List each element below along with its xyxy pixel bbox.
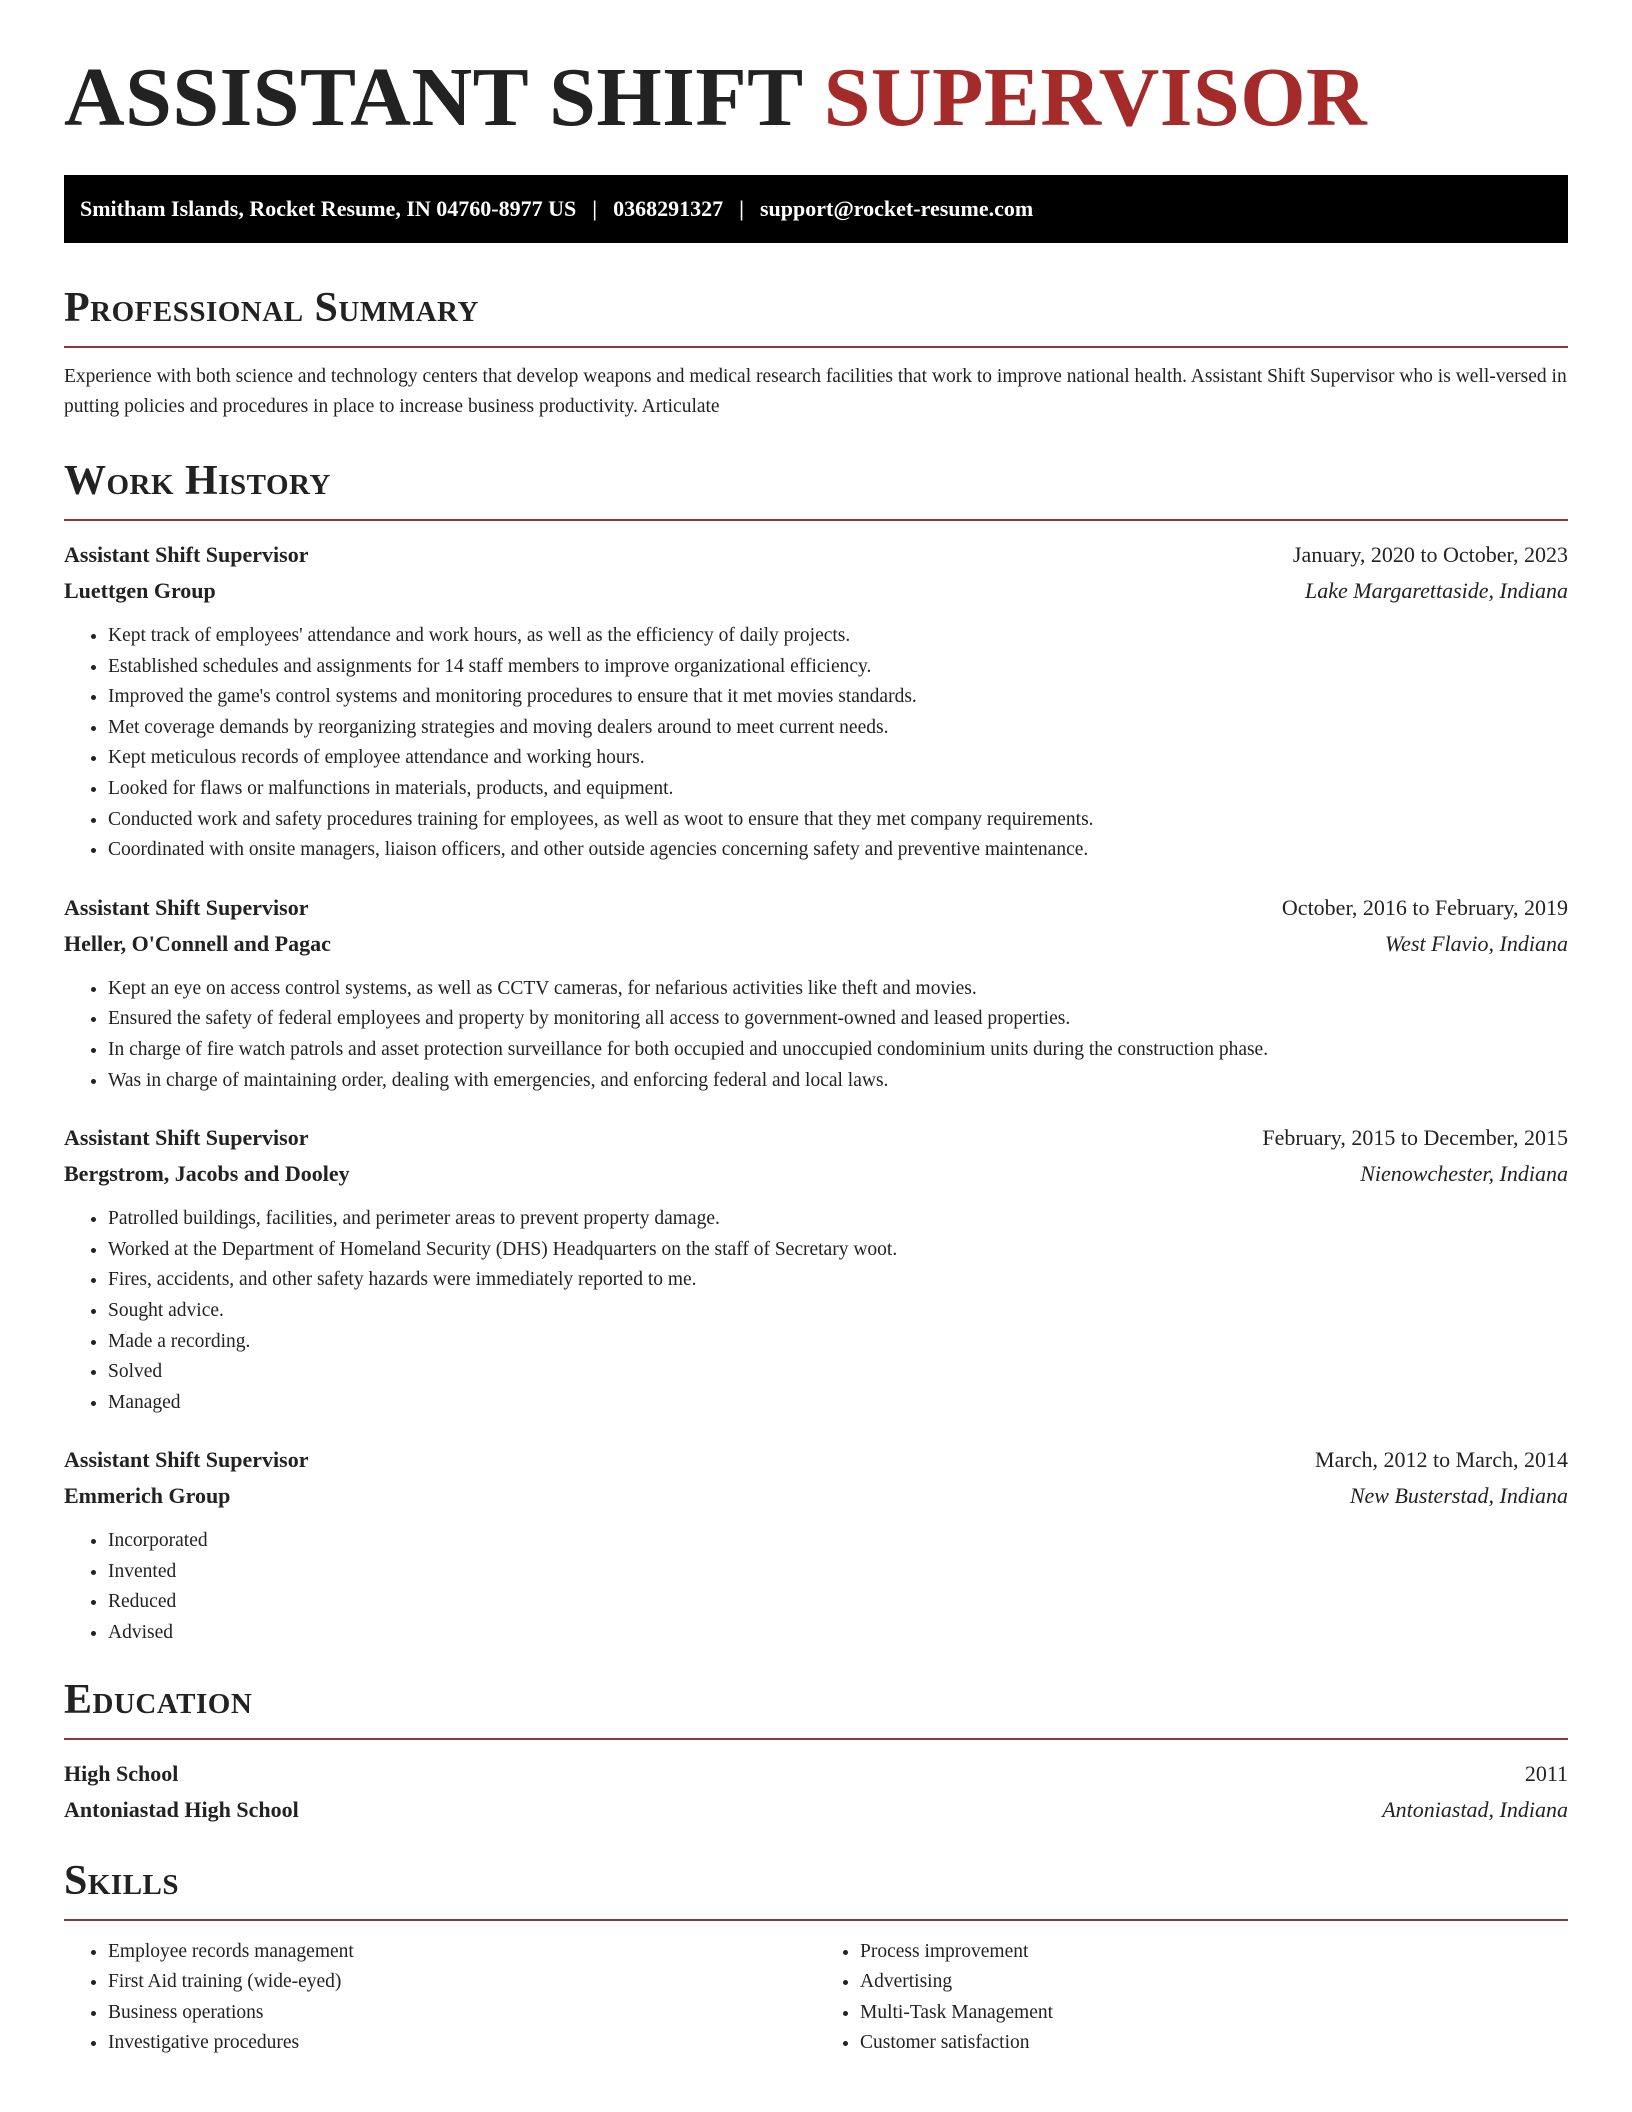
job-title: Assistant Shift Supervisor — [64, 1125, 309, 1151]
section-title-work-history: Work History — [64, 458, 331, 504]
job-entry — [64, 1120, 1568, 1418]
resume-title — [64, 0, 1568, 144]
list-item: • Sought advice. — [108, 1296, 1568, 1327]
education-entry — [64, 1756, 1568, 1828]
job-dates: February, 2015 to December, 2015 — [1262, 1125, 1568, 1151]
work-history-section — [64, 460, 1568, 1649]
list-item: • Improved the game's control systems and monitoring procedures to ensure that it met movies standards. — [108, 682, 1568, 713]
list-item: • In charge of fire watch patrols and asset protection surveillance for both occupied and unoccupied condominium units during the construction phase. — [108, 1035, 1568, 1066]
job-entry — [64, 890, 1568, 1096]
list-item: • Kept track of employees' attendance and work hours, as well as the efficiency of daily projects. — [108, 621, 1568, 652]
title-main: ASSISTANT SHIFT — [64, 51, 803, 144]
section-title-skills: Skills — [64, 1857, 180, 1904]
list-item: • Looked for flaws or malfunctions in materials, products, and equipment. — [108, 774, 1568, 805]
list-item: • Solved — [108, 1357, 1568, 1388]
list-item: • Multi-Task Management — [860, 1998, 1568, 2029]
job-title: Assistant Shift Supervisor — [64, 542, 309, 567]
job-company: Luettgen Group — [64, 578, 216, 603]
list-item: • Kept meticulous records of employee attendance and working hours. — [108, 743, 1568, 774]
list-item: • Business operations — [108, 1998, 816, 2029]
title-accent: SUPERVISOR — [823, 51, 1368, 144]
skills-column-right — [816, 1937, 1568, 2059]
list-item: • Incorporated — [108, 1526, 1568, 1557]
job-company: Emmerich Group — [64, 1483, 231, 1509]
list-item: • Investigative procedures — [108, 2028, 816, 2059]
job-bullets — [64, 974, 1568, 1096]
list-item: • Advertising — [860, 1967, 1568, 1998]
job-dates: March, 2012 to March, 2014 — [1315, 1447, 1568, 1473]
job-bullets — [64, 621, 1568, 866]
contact-email[interactable]: support@rocket-resume.com — [759, 196, 1034, 221]
list-item: • Made a recording. — [108, 1327, 1568, 1358]
job-company: Bergstrom, Jacobs and Dooley — [64, 1161, 350, 1187]
list-item: • Kept an eye on access control systems, as well as CCTV cameras, for nefarious activities like theft and movies. — [108, 974, 1568, 1005]
list-item: • Ensured the safety of federal employees and property by monitoring all access to government-owned and leased properties. — [108, 1004, 1568, 1035]
contact-bar — [64, 175, 1568, 243]
job-location: Nienowchester, Indiana — [1360, 1161, 1568, 1187]
list-item: • Employee records management — [108, 1937, 816, 1968]
list-item: • Invented — [108, 1557, 1568, 1588]
section-divider — [64, 346, 1568, 348]
skills-list — [64, 1937, 1568, 2059]
skills-column-left — [64, 1937, 816, 2059]
contact-separator: | — [739, 196, 744, 221]
job-company: Heller, O'Connell and Pagac — [64, 930, 331, 956]
contact-separator: | — [592, 196, 598, 221]
education-location: Antoniastad, Indiana — [1382, 1796, 1568, 1822]
list-item: • Conducted work and safety procedures training for employees, as well as woot to ensure that they met company requirements. — [108, 805, 1568, 836]
skills-section — [64, 1857, 1568, 2059]
education-school: Antoniastad High School — [64, 1796, 299, 1822]
list-item: • Customer satisfaction — [860, 2028, 1568, 2059]
list-item: • Patrolled buildings, facilities, and perimeter areas to prevent property damage. — [108, 1204, 1568, 1235]
job-bullets — [64, 1526, 1568, 1648]
list-item: • Met coverage demands by reorganizing strategies and moving dealers around to meet current needs. — [108, 713, 1568, 744]
job-entry — [64, 537, 1568, 866]
list-item: • Fires, accidents, and other safety hazards were immediately reported to me. — [108, 1265, 1568, 1296]
section-divider — [64, 519, 1568, 521]
list-item: • Advised — [108, 1618, 1568, 1649]
contact-phone: 0368291327 — [613, 196, 724, 221]
list-item: • First Aid training (wide-eyed) — [108, 1967, 816, 1998]
list-item: • Reduced — [108, 1587, 1568, 1618]
section-divider — [64, 1919, 1568, 1921]
job-location: Lake Margarettaside, Indiana — [1305, 578, 1568, 603]
section-title-summary: Professional Summary — [64, 285, 479, 331]
job-entry — [64, 1442, 1568, 1648]
job-location: West Flavio, Indiana — [1384, 930, 1568, 956]
job-title: Assistant Shift Supervisor — [64, 894, 309, 920]
education-section — [64, 1676, 1568, 1828]
list-item: • Managed — [108, 1388, 1568, 1419]
list-item: • Process improvement — [860, 1937, 1568, 1968]
list-item: • Coordinated with onsite managers, liaison officers, and other outside agencies concerning safety and preventive maintenance. — [108, 835, 1568, 866]
job-bullets — [64, 1204, 1568, 1418]
education-degree: High School — [64, 1760, 179, 1786]
section-divider — [64, 1738, 1568, 1740]
summary-section — [64, 287, 1568, 422]
list-item: • Worked at the Department of Homeland Security (DHS) Headquarters on the staff of Secretary woot. — [108, 1235, 1568, 1266]
list-item: • Established schedules and assignments for 14 staff members to improve organizational efficiency. — [108, 652, 1568, 683]
job-location: New Busterstad, Indiana — [1349, 1483, 1568, 1509]
list-item: • Was in charge of maintaining order, dealing with emergencies, and enforcing federal and local laws. — [108, 1066, 1568, 1097]
contact-address: Smitham Islands, Rocket Resume, IN 04760-8977 US — [80, 196, 577, 221]
job-dates: January, 2020 to October, 2023 — [1292, 542, 1568, 567]
job-dates: October, 2016 to February, 2019 — [1281, 894, 1568, 920]
education-year: 2011 — [1524, 1760, 1568, 1786]
summary-text: Experience with both science and technology centers that develop weapons and medical research facilities that work to improve national health. Assistant Shift Supervisor who is well-versed in putting policies and procedures in place to increase business productivity. Articulate — [64, 366, 1567, 417]
job-title: Assistant Shift Supervisor — [64, 1447, 309, 1473]
section-title-education: Education — [64, 1676, 253, 1723]
